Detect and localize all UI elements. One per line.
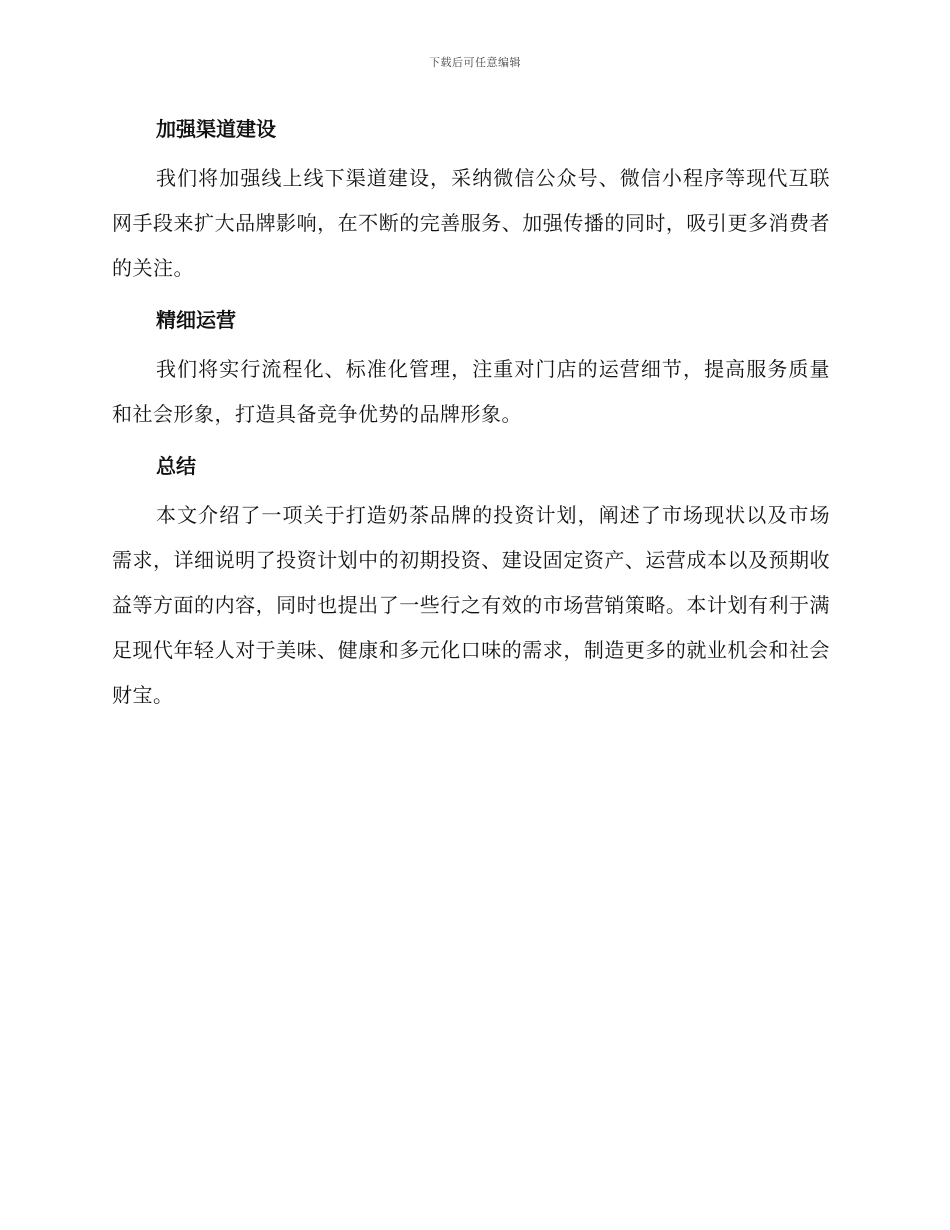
- document-content: [112, 108, 830, 726]
- section-body: 我们将加强线上线下渠道建设，采纳微信公众号、微信小程序等现代互联网手段来扩大品牌影响，在不断的完善服务、加强传播的同时，吸引更多消费者的关注。: [112, 166, 830, 280]
- section-body: 本文介绍了一项关于打造奶茶品牌的投资计划，阐述了市场现状以及市场需求，详细说明了投资计划中的初期投资、建设固定资产、运营成本以及预期收益等方面的内容，同时也提出了一些行之有效的市场营销策略。本计划有利于满足现代年轻人对于美味、健康和多元化口味的需求，制造更多的就业机会和社会财宝。: [112, 503, 830, 707]
- section-heading: 加强渠道建设: [156, 117, 276, 141]
- section-body: 我们将实行流程化、标准化管理，注重对门店的运营细节，提高服务质量和社会形象，打造具备竞争优势的品牌形象。: [112, 357, 830, 426]
- section-heading: 精细运营: [156, 308, 236, 332]
- section-fine-operations: [112, 299, 830, 437]
- page-header: 下载后可任意编辑: [429, 56, 521, 69]
- section-heading: 总结: [156, 454, 196, 478]
- section-channel-building: [112, 108, 830, 291]
- section-summary: [112, 445, 830, 718]
